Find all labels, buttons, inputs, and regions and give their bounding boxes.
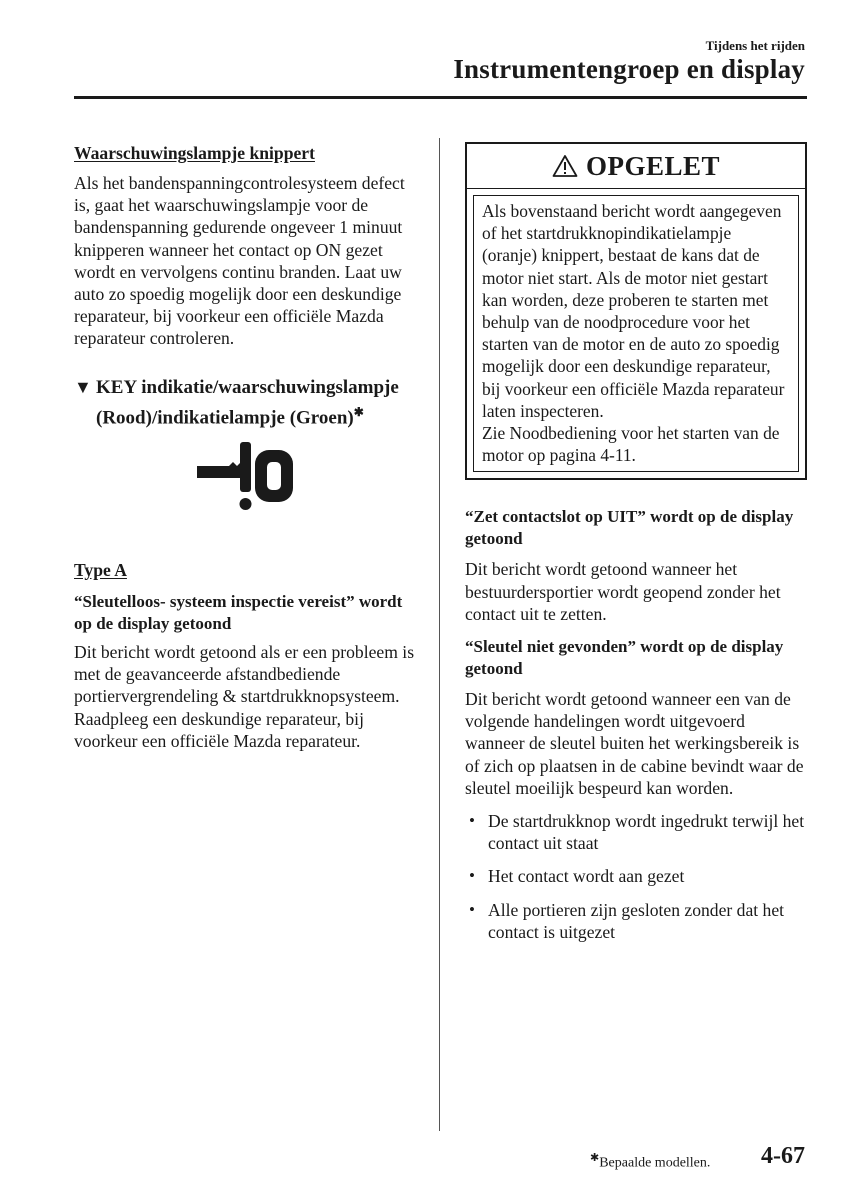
key-warning-icon — [195, 442, 295, 512]
list-item: • Alle portieren zijn gesloten zonder dat het contact is uitgezet — [465, 899, 807, 943]
footnote-star-marker: ✱ — [590, 1152, 600, 1164]
caution-reference: Zie Noodbediening voor het starten van de motor op pagina 4-11. — [482, 423, 780, 466]
key-indicator-heading — [74, 375, 416, 430]
caution-content — [473, 195, 799, 472]
paragraph-keyless-problem: Dit bericht wordt getoond als er een probleem is met de geavanceerde afstandbediende portiervergrendeling & startdrukknopsysteem. — [74, 641, 415, 707]
key-heading-line2: (Rood)/indikatielampje (Groen) — [96, 406, 354, 428]
list-item: • De startdrukknop wordt ingedrukt terwijl het contact uit staat — [465, 810, 807, 854]
caution-header — [467, 144, 805, 189]
page-title: Instrumentengroep en display — [453, 54, 805, 84]
subheading-warning-light-blinks: Waarschuwingslampje knippert — [74, 143, 315, 163]
paragraph-tpms-blink: Als het bandenspanningcontrolesysteem defect is, gaat het waarschuwingslampje voor de bandenspanning gedurende ongeveer 1 minuut knipperen wanneer het contact op ON gezet wordt en vervolgens continu branden. Laat uw auto zo spoedig mogelijk door een deskundige reparateur, bij voorkeur een officiële Mazda reparateur controleren. — [74, 173, 405, 349]
triangle-marker-icon: ▼ — [74, 376, 92, 397]
key-icon-container — [74, 430, 416, 532]
paragraph-key-not-found: Dit bericht wordt getoond wanneer een van de volgende handelingen wordt uitgevoerd wanneer de sleutel buiten het werkingsbereik is of zich op plaatsen in de cabine bevindt waar de sleutel moeilijk bespeurd kan worden. — [465, 689, 804, 798]
subheading-keyless-inspection: “Sleutelloos- systeem inspectie vereist” wordt op de display getoond — [74, 591, 403, 633]
section-title: Tijdens het rijden — [705, 38, 805, 53]
left-column — [74, 140, 416, 752]
bullet-list — [465, 810, 807, 943]
list-item: • Het contact wordt aan gezet — [465, 865, 807, 887]
paragraph-consult-repairer: Raadpleeg een deskundige reparateur, bij voorkeur een officiële Mazda reparateur. — [74, 708, 364, 751]
right-column — [465, 142, 807, 954]
header-rule — [74, 96, 807, 99]
paragraph-ignition-off: Dit bericht wordt getoond wanneer het bestuurdersportier wordt geopend zonder het contact uit te zetten. — [465, 559, 781, 624]
caution-title: OPGELET — [585, 150, 721, 181]
footnote-star: ✱ — [353, 404, 364, 419]
subheading-key-not-found: “Sleutel niet gevonden” wordt op de display getoond — [465, 637, 784, 679]
footnote-text: Bepaalde modellen. — [599, 1155, 711, 1171]
page-number: 4-67 — [761, 1143, 805, 1169]
subheading-type-a: Type A — [74, 559, 127, 580]
key-heading-line1: KEY indikatie/waarschuwingslampje — [96, 376, 399, 398]
column-divider — [439, 138, 440, 1131]
caution-box — [465, 142, 807, 480]
footnote — [590, 1151, 710, 1172]
subheading-ignition-off: “Zet contactslot op UIT” wordt op de display getoond — [465, 507, 794, 549]
caution-paragraph: Als bovenstaand bericht wordt aangegeven of het startdrukknopindikatielampje (oranje) knippert, bestaat de kans dat de motor niet start. Als de motor niet gestart kan worden, deze proberen te starten met behulp van de noodprocedure voor het starten van de motor en de auto zo spoedig mogelijk door een deskundige reparateur, bij voorkeur een officiële Mazda reparateur laten inspecteren. — [482, 201, 785, 421]
warning-triangle-icon — [552, 154, 578, 178]
